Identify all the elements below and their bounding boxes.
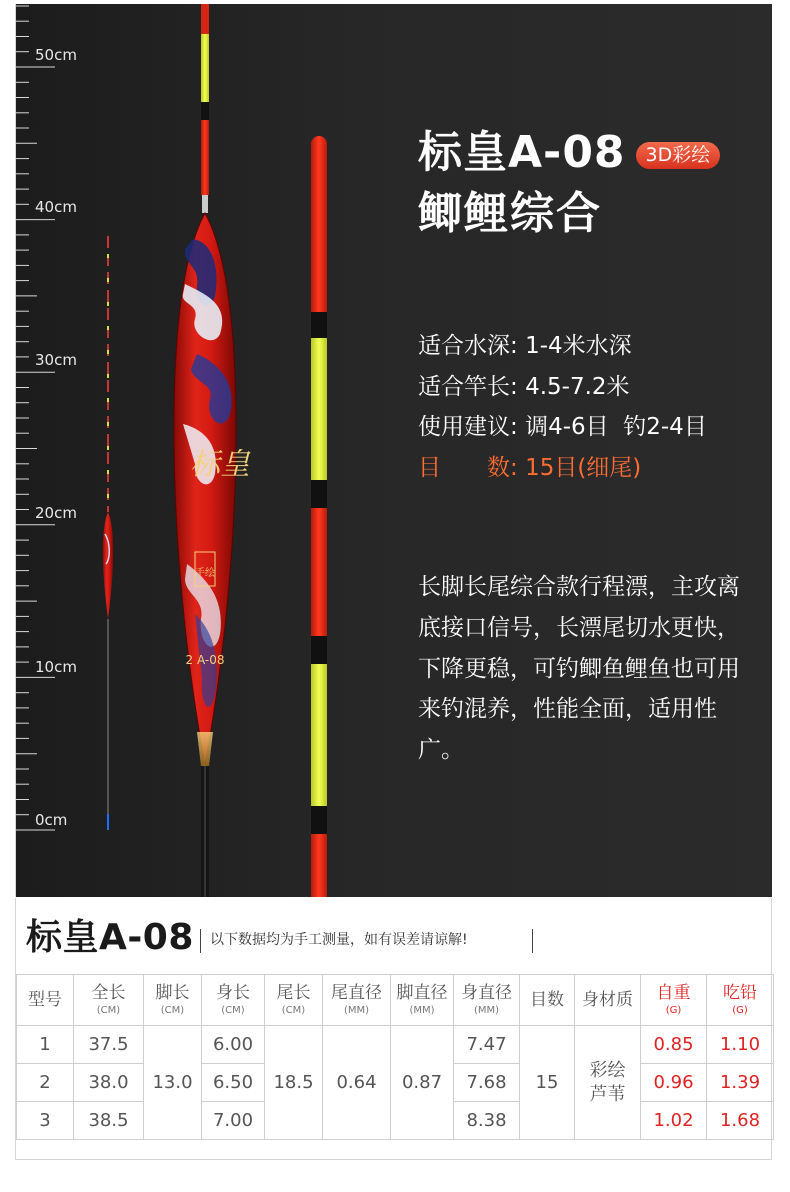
header-mesh-count: 目数: [520, 975, 575, 1026]
spec-label: 适合水深:: [418, 333, 518, 359]
measurement-note: 以下数据均为手工测量，如有误差请谅解!: [210, 932, 468, 948]
header-body-material: 身材质: [575, 975, 641, 1026]
data-panel: [15, 898, 772, 1160]
spec-row-water-depth: [418, 326, 758, 367]
spec-label: 使用建议:: [418, 414, 518, 440]
cell-body-diameter: 7.47: [454, 1026, 520, 1064]
header-tail-diameter: 尾直径 (MM): [323, 975, 391, 1026]
cell-total-length: 38.5: [74, 1102, 144, 1140]
header-tail-length: 尾长 (CM): [265, 975, 323, 1026]
cell-body-diameter: 8.38: [454, 1102, 520, 1140]
float-model-mark: 2 A-08: [185, 653, 225, 667]
ruler-label-10cm: 10cm: [35, 658, 77, 676]
header-self-weight: 自重 (G): [641, 975, 707, 1026]
tail-closeup: [311, 136, 327, 897]
product-description: 长脚长尾综合款行程漂，主攻离底接口信号，长漂尾切水更快，下降更稳，可钓鲫鱼鲤鱼也可用来钓混养，性能全面，适用性广。: [418, 574, 740, 764]
spec-value: 15目(细尾): [525, 454, 642, 481]
table-row: [17, 1026, 774, 1064]
cell-lead-capacity: 1.39: [707, 1064, 774, 1102]
header-foot-diameter: 脚直径 (MM): [391, 975, 454, 1026]
cell-self-weight: 1.02: [641, 1102, 707, 1140]
cell-self-weight: 0.96: [641, 1064, 707, 1102]
cell-total-length: 38.0: [74, 1064, 144, 1102]
note-divider-right: [532, 929, 533, 953]
cell-total-length: 37.5: [74, 1026, 144, 1064]
float-brand-glyph: 标皇: [190, 447, 250, 482]
header-foot-length: 脚长 (CM): [144, 975, 202, 1026]
spec-row-mesh-count: [418, 448, 758, 489]
cell-self-weight: 0.85: [641, 1026, 707, 1064]
spec-label-part-a: 目: [418, 454, 441, 481]
header-body-diameter: 身直径 (MM): [454, 975, 520, 1026]
product-heading: [418, 127, 720, 241]
cell-tail-diameter: 0.64: [323, 1026, 391, 1140]
ruler-label-30cm: 30cm: [35, 351, 77, 369]
hero-panel: [15, 4, 772, 897]
cell-model: 1: [17, 1026, 74, 1064]
header-lead-capacity: 吃铅 (G): [707, 975, 774, 1026]
cell-lead-capacity: 1.68: [707, 1102, 774, 1140]
cell-foot-diameter: 0.87: [391, 1026, 454, 1140]
header-model: 型号: [17, 975, 74, 1026]
cell-lead-capacity: 1.10: [707, 1026, 774, 1064]
cell-body-length: 7.00: [202, 1102, 265, 1140]
3d-paint-badge: 3D彩绘: [636, 142, 721, 170]
spec-value: 调4-6目 钓2-4目: [525, 414, 707, 440]
cell-model: 2: [17, 1064, 74, 1102]
spec-row-usage: [418, 407, 758, 448]
header-body-length: 身长 (CM): [202, 975, 265, 1026]
header-total-length: 全长 (CM): [74, 975, 144, 1026]
float-handpaint-stamp: 手绘: [195, 568, 215, 579]
cell-body-length: 6.00: [202, 1026, 265, 1064]
product-title: 标皇A-08: [418, 127, 626, 178]
cell-foot-length: 13.0: [144, 1026, 202, 1140]
spec-row-rod-length: [418, 367, 758, 408]
note-divider-left: [200, 929, 201, 953]
ruler-label-40cm: 40cm: [35, 198, 77, 216]
spec-list: [418, 326, 758, 488]
table-header-row: [17, 975, 774, 1026]
large-float: [174, 4, 251, 897]
small-float: [103, 236, 114, 830]
title-line: [418, 127, 720, 180]
ruler-label-0cm: 0cm: [35, 811, 68, 829]
cell-mesh-count: 15: [520, 1026, 575, 1140]
spec-label: 适合竿长:: [418, 373, 518, 400]
cell-body-diameter: 7.68: [454, 1064, 520, 1102]
cell-model: 3: [17, 1102, 74, 1140]
spec-value: 4.5-7.2米: [525, 373, 630, 400]
ruler-label-50cm: 50cm: [35, 46, 77, 64]
cell-body-length: 6.50: [202, 1064, 265, 1102]
spec-value: 1-4米水深: [525, 333, 632, 359]
material-text: 彩绘芦苇: [589, 1059, 626, 1105]
spec-table: [16, 974, 774, 1140]
cell-tail-length: 18.5: [265, 1026, 323, 1140]
data-panel-title: 标皇A-08: [26, 917, 194, 958]
product-subtitle: 鲫鲤综合: [418, 187, 602, 239]
ruler-label-20cm: 20cm: [35, 504, 77, 522]
spec-label-part-b: 数:: [487, 454, 518, 481]
cell-body-material: [575, 1026, 641, 1140]
